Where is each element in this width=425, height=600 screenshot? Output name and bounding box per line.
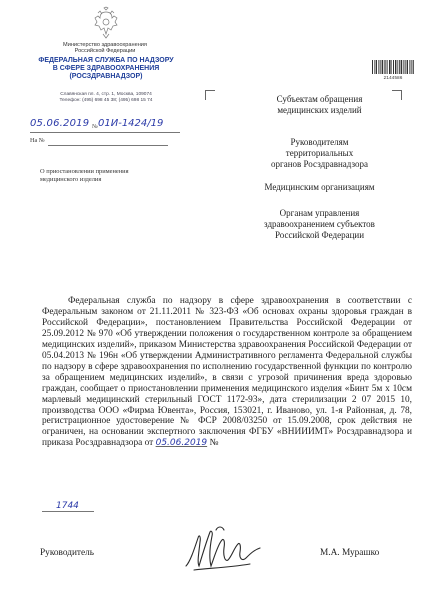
handwritten-order-number: 1744	[56, 501, 79, 511]
handwritten-date: 05.06.2019	[30, 118, 90, 129]
barcode-number: 2144586	[383, 76, 403, 81]
barcode-icon	[372, 60, 414, 74]
order-number-label: №	[207, 438, 219, 449]
agency-name: ФЕДЕРАЛЬНАЯ СЛУЖБА ПО НАДЗОРУ В СФЕРЕ ЗДРАВООХРАНЕНИЯ (РОСЗДРАВНАДЗОР)	[38, 57, 174, 81]
outgoing-date-number	[24, 120, 184, 134]
letter-subject: О приостановлении применения медицинского изделия	[40, 168, 129, 183]
agency-address: Славянская пл. 4, стр. 1, Москва, 109074 Телефон: (495) 698 45 38; (495) 698 15 74	[59, 92, 153, 103]
handwritten-order-date: 05.06.2019	[155, 438, 208, 449]
addressee-block-4: Органам управления здравоохранением субъектов Российской Федерации	[264, 208, 375, 240]
letter-body	[42, 296, 412, 449]
double-headed-eagle-icon	[93, 6, 119, 40]
handwritten-signature	[180, 522, 270, 577]
addressee-block-3: Медицинским организациям	[264, 182, 375, 192]
date-underline	[30, 132, 180, 133]
handwritten-number: 01И-1424/19	[98, 118, 164, 129]
reference-underline	[48, 145, 168, 146]
body-text: Федеральная служба по надзору в сфере здравоохранения в соответствии с Федеральным законом от 21.11.2011 № 323-ФЗ «Об основах охраны здоровья граждан в Российской Федерации», постановлением Правительства Российской Федерации от 25.09.2012 № 970 «Об утверждении положения о государственном контроле за обращением медицинских изделий», приказом Министерства здравоохранения Российской Федерации от 05.04.2013 № 196н «Об утверждении Административного регламента Федеральной службы по надзору в сфере здравоохранения по исполнению государственной функции по контролю за обращением медицинских изделий», в связи с угрозой причинения вреда здоровью граждан, сообщает о приостановлении применения медицинского изделия «Бинт 5м х 10см марлевый медицинский стерильный ГОСТ 1172-93», дата стерилизации 2 07 2015 10, производства ООО «Фирма Ювента», Россия, 153021, г. Иваново, ул. 1-я Районная, д. 78, регистрационное удостоверение № ФСР 2008/03250 от 15.09.2008, срок действия не ограничен, на основании экспертного заключения ФГБУ «ВНИИИМТ» Росздравнадзора и приказа Росздравнадзора от	[42, 296, 412, 449]
reference-label: На №	[30, 137, 45, 144]
number-sign: №	[92, 124, 98, 130]
ministry-name: Министерство здравоохранения Российской Федерации	[63, 42, 147, 55]
address-corner-left	[205, 90, 215, 100]
addressee-block-2: Руководителям территориальных органов Росздравнадзора	[271, 137, 368, 169]
signatory-name: М.А. Мурашко	[320, 548, 380, 558]
order-number-underline	[42, 511, 94, 512]
addressee-block-1: Субъектам обращения медицинских изделий	[276, 94, 363, 115]
signatory-role: Руководитель	[40, 548, 94, 558]
